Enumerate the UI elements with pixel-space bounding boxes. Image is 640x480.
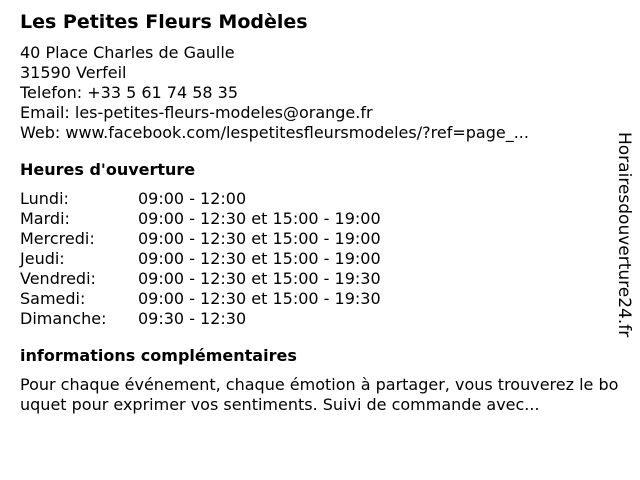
hours-row-lundi (20, 189, 610, 209)
hours-time: 09:30 - 12:30 (138, 309, 247, 328)
watermark-text: Horairesdouverture24.fr (614, 132, 634, 338)
hours-time: 09:00 - 12:00 (138, 189, 247, 208)
hours-day: Mercredi: (20, 229, 95, 248)
hours-time: 09:00 - 12:30 et 15:00 - 19:00 (138, 209, 381, 228)
hours-row-mardi (20, 209, 610, 229)
hours-day: Jeudi: (20, 249, 65, 268)
additional-info-text: Pour chaque événement, chaque émotion à partager, vous trouverez le bouquet pour exprimer vos sentiments. Suivi de commande avec... (20, 375, 619, 414)
address-street: 40 Place Charles de Gaulle (20, 43, 235, 62)
hours-row-vendredi (20, 269, 610, 289)
hours-day: Vendredi: (20, 269, 96, 288)
address-city: 31590 Verfeil (20, 63, 127, 82)
hours-row-dimanche (20, 309, 610, 329)
business-name: Les Petites Fleurs Modèles (20, 11, 308, 33)
hours-time: 09:00 - 12:30 et 15:00 - 19:00 (138, 249, 381, 268)
phone-line: Telefon: +33 5 61 74 58 35 (20, 83, 239, 102)
hours-day: Mardi: (20, 209, 70, 228)
web-line: Web: www.facebook.com/lespetitesfleursmodeles/?ref=page_... (20, 123, 529, 142)
hours-day: Samedi: (20, 289, 86, 308)
hours-row-jeudi (20, 249, 610, 269)
hours-day: Dimanche: (20, 309, 107, 328)
hours-day: Lundi: (20, 189, 69, 208)
hours-row-samedi (20, 289, 610, 309)
hours-time: 09:00 - 12:30 et 15:00 - 19:00 (138, 229, 381, 248)
hours-time: 09:00 - 12:30 et 15:00 - 19:30 (138, 269, 381, 288)
hours-time: 09:00 - 12:30 et 15:00 - 19:30 (138, 289, 381, 308)
additional-info-heading: informations complémentaires (20, 346, 297, 365)
hours-row-mercredi (20, 229, 610, 249)
opening-hours-heading: Heures d'ouverture (20, 160, 196, 179)
email-line: Email: les-petites-fleurs-modeles@orange.fr (20, 103, 373, 122)
business-card (20, 10, 619, 415)
